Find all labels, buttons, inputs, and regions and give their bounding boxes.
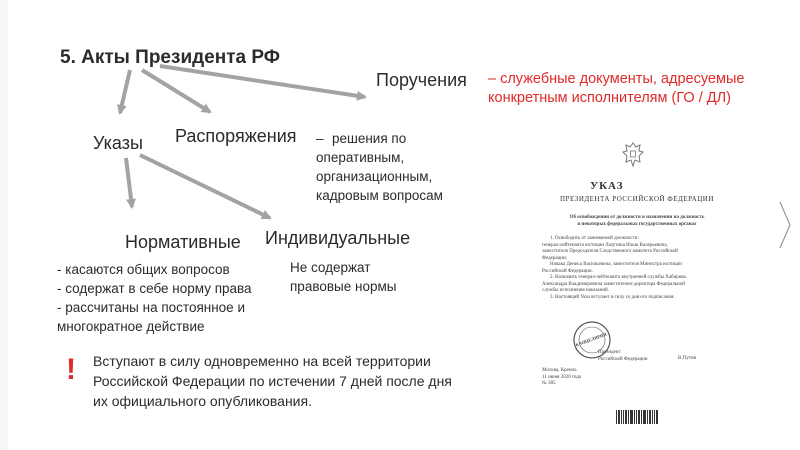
decree-body-line: службы исполнения наказаний. <box>542 288 609 293</box>
decree-signer-role <box>598 350 648 363</box>
normativnye-prop: многократное действие <box>57 319 205 334</box>
notice-line: Вступают в силу одновременно на всей территории <box>93 353 431 369</box>
notice-text <box>93 351 452 411</box>
next-slide-chevron-icon[interactable] <box>778 200 792 250</box>
porucheniya-label: Поручения <box>376 70 467 90</box>
rasporyazheniya-description <box>316 129 476 205</box>
decree-body-line: 2. Назначить генерал-лейтенанта внутренней службы Хабирова <box>550 275 686 280</box>
individualnye-desc-line: правовые нормы <box>290 279 397 294</box>
normativnye-prop: - касаются общих вопросов <box>57 262 230 277</box>
state-emblem-icon <box>618 140 648 170</box>
decree-body-line: 3. Настоящий Указ вступает в силу со дня его подписания. <box>550 294 675 300</box>
decree-footer <box>542 368 581 388</box>
decree-body-line: 1. Освободить от занимаемой должности: <box>550 236 639 241</box>
decree-place: Москва, Кремль <box>542 368 577 373</box>
normativnye-label: Нормативные <box>125 232 241 252</box>
decree-signer-name: В.Путин <box>678 356 697 361</box>
decree-heading: УКАЗ <box>590 180 624 192</box>
warning-icon: ! <box>66 353 76 386</box>
decree-signer-role-line: Российской Федерации <box>598 356 648 362</box>
arrow-to-normativnye <box>126 158 132 207</box>
decree-number: № 385 <box>542 381 556 386</box>
normativnye-prop: - рассчитаны на постоянное и <box>57 300 245 315</box>
notice-line: их официального опубликования. <box>93 393 312 409</box>
rasporyazheniya-label: Распоряжения <box>175 126 297 146</box>
decree-subject-line: в некоторых федеральных государственных органах <box>577 221 697 227</box>
normativnye-properties <box>57 260 252 336</box>
decree-signer-role-line: Президент <box>598 350 621 355</box>
decree-body-line: Федерации; <box>542 255 568 261</box>
stamp-text: КАНЦЕЛЯРИЯ <box>574 331 608 348</box>
barcode-icon <box>616 410 660 430</box>
rasporyazheniya-desc-line: оперативным, <box>316 150 405 165</box>
decree-document-image <box>528 170 740 440</box>
decree-body-line: генерал-лейтенанта юстиции Лазутина Илью Валерьевича, <box>542 242 668 248</box>
porucheniya-desc-line: конкретным исполнителям (ГО / ДЛ) <box>488 90 731 106</box>
arrow-to-rasporyazheniya <box>142 70 210 112</box>
decree-body-line: Российской Федерации. <box>542 268 593 274</box>
notice-line: Российской Федерации по истечении 7 дней после дня <box>93 373 452 389</box>
arrow-to-porucheniya <box>160 66 365 97</box>
normativnye-prop: - содержат в себе норму права <box>57 281 252 296</box>
decree-body <box>542 236 734 301</box>
arrow-to-individualnye <box>140 155 270 218</box>
porucheniya-description <box>488 70 744 108</box>
rasporyazheniya-desc-line: организационным, <box>316 169 433 184</box>
ukazy-label: Указы <box>93 133 143 153</box>
rasporyazheniya-desc-line: кадровым вопросам <box>316 188 443 203</box>
porucheniya-desc-line: – служебные документы, адресуемые <box>488 71 745 87</box>
decree-body-line: Новака Дениса Васильевича, заместителя Министра юстиции <box>550 262 682 267</box>
decree-subject-line: Об освобождении от должности и назначении на должность <box>569 215 705 220</box>
decree-body-line: Александра Владимировича заместителем директора Федеральной <box>542 281 685 287</box>
individualnye-description <box>290 258 396 296</box>
decree-subheading: ПРЕЗИДЕНТА РОССИЙСКОЙ ФЕДЕРАЦИИ <box>560 195 714 203</box>
decree-date: 11 июня 2020 года <box>542 374 581 380</box>
decree-subject <box>542 215 732 228</box>
rasporyazheniya-dash: – <box>316 131 324 146</box>
arrow-to-ukazy <box>120 70 130 113</box>
individualnye-desc-line: Не содержат <box>290 260 371 275</box>
individualnye-label: Индивидуальные <box>265 228 411 248</box>
rasporyazheniya-desc-line: решения по <box>332 131 407 146</box>
decree-body-line: заместителя Председателя Следственного комитета Российской <box>542 249 678 254</box>
slide-title: 5. Акты Президента РФ <box>60 47 281 68</box>
